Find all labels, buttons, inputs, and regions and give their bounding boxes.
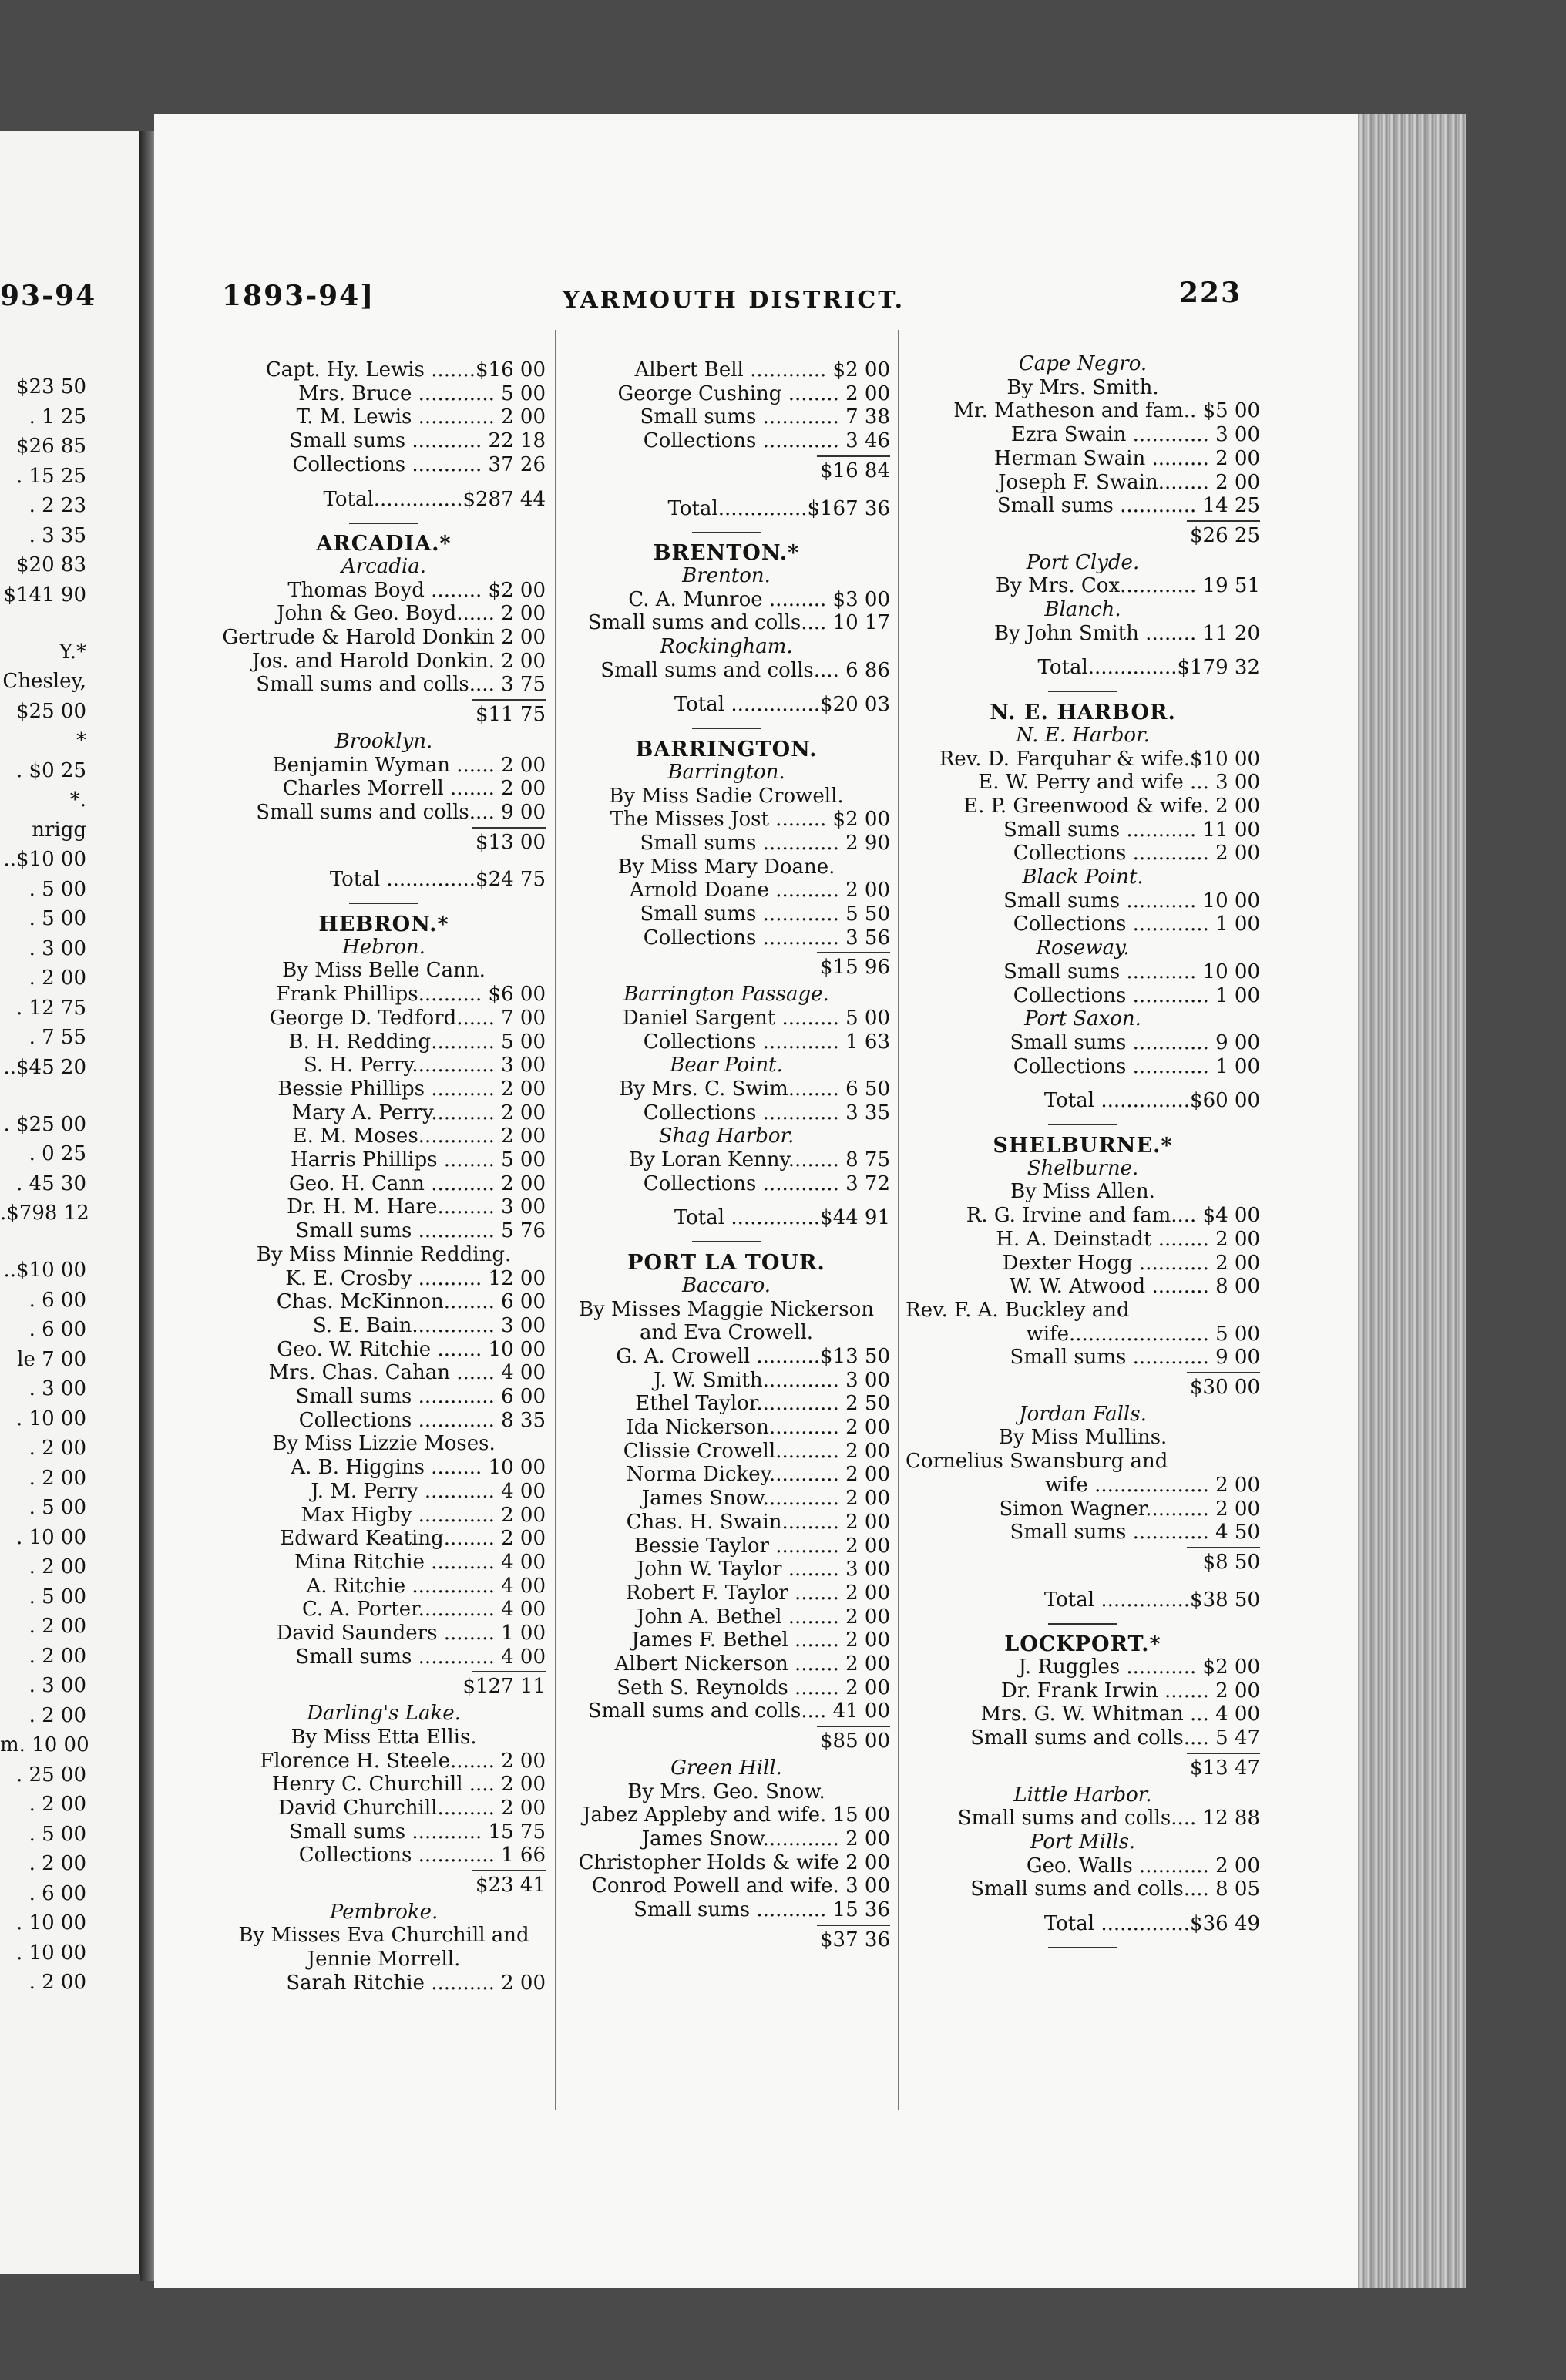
ledger-entry: Small sums ............ 7 38 — [640, 405, 890, 429]
locality-subheading: Pembroke. — [329, 1900, 439, 1924]
previous-page-line: .$798 12 — [0, 1202, 89, 1225]
previous-page-line: *. — [69, 788, 86, 812]
ledger-entry: Chas. H. Swain......... 2 00 — [626, 1510, 890, 1534]
subtotal: $127 11 — [462, 1675, 546, 1699]
previous-page-line: . 2 23 — [29, 494, 86, 517]
ledger-entry: Dr. Frank Irwin ....... 2 00 — [1001, 1679, 1260, 1703]
previous-page-line: $20 83 — [16, 553, 86, 577]
locality-subheading: Shelburne. — [1027, 1156, 1139, 1180]
ledger-entry: Collections ............ 2 00 — [1013, 842, 1260, 866]
ledger-entry: David Churchill......... 2 00 — [278, 1796, 546, 1820]
ledger-entry: James Snow............ 2 00 — [641, 1487, 890, 1511]
ledger-entry: Small sums ............ 9 00 — [1010, 1346, 1260, 1370]
subtotal-rule — [817, 1726, 890, 1727]
ledger-entry: Small sums and colls.... 8 05 — [970, 1877, 1260, 1901]
ledger-entry: Small sums ........... 15 36 — [633, 1898, 890, 1921]
previous-page-line: . 12 75 — [16, 996, 86, 1020]
subtotal: $15 96 — [820, 956, 890, 980]
ledger-entry: wife .................. 2 00 — [1045, 1473, 1260, 1497]
ledger-entry: Small sums ............ 5 50 — [640, 903, 890, 926]
ledger-entry: Mary A. Perry.......... 2 00 — [291, 1101, 546, 1124]
ledger-entry: George D. Tedford...... 7 00 — [269, 1006, 546, 1030]
previous-page-line: . 3 00 — [29, 936, 86, 960]
ledger-entry: Thomas Boyd ........ $2 00 — [287, 578, 546, 602]
ledger-entry: R. G. Irvine and fam.... $4 00 — [966, 1204, 1260, 1228]
locality-subheading: Hebron. — [342, 935, 425, 959]
ledger-entry: Chas. McKinnon........ 6 00 — [276, 1290, 546, 1314]
ledger-entry: Henry C. Churchill .... 2 00 — [271, 1773, 546, 1797]
previous-page-line: . 2 00 — [29, 966, 86, 990]
ledger-entry: A. B. Higgins ........ 10 00 — [291, 1456, 546, 1480]
collector-line: By Misses Eva Churchill and — [238, 1924, 529, 1948]
ledger-entry: Small sums ............ 4 00 — [295, 1645, 546, 1669]
ledger-entry: Collections ............ 3 72 — [643, 1172, 890, 1195]
ledger-entry: By Mrs. C. Swim........ 6 50 — [619, 1077, 890, 1101]
ledger-entry: S. H. Perry............. 3 00 — [303, 1054, 546, 1077]
ledger-entry: Small sums and colls.... 3 75 — [256, 673, 546, 697]
collector-line: By Miss Mary Doane. — [617, 855, 835, 879]
previous-page-line: ..$10 00 — [3, 848, 86, 871]
ledger-entry: J. W. Smith............ 3 00 — [654, 1368, 890, 1392]
previous-page-line: . 6 00 — [29, 1288, 86, 1312]
previous-page-line: . 2 00 — [29, 1852, 86, 1875]
previous-page-line: . $25 00 — [3, 1112, 86, 1136]
ledger-entry: Albert Bell ............ $2 00 — [634, 358, 890, 382]
locality-subheading: Barrington Passage. — [623, 983, 829, 1007]
previous-page-line: . 1 25 — [29, 405, 86, 429]
ledger-entry: By John Smith ........ 11 20 — [994, 621, 1260, 645]
ledger-entry: Frank Phillips.......... $6 00 — [276, 983, 546, 1007]
ledger-entry: E. P. Greenwood & wife. 2 00 — [963, 794, 1260, 818]
page-title: YARMOUTH DISTRICT. — [563, 287, 906, 314]
locality-subheading: Shag Harbor. — [658, 1124, 795, 1148]
locality-subheading: Little Harbor. — [1013, 1783, 1152, 1807]
ledger-entry: Small sums and colls.... 6 86 — [600, 658, 890, 682]
ledger-entry: Collections ............ 1 00 — [1013, 1054, 1260, 1078]
previous-page-line: . 6 00 — [29, 1881, 86, 1905]
ledger-entry: James Snow............ 2 00 — [641, 1827, 890, 1851]
collector-line: Jennie Morrell. — [307, 1948, 461, 1972]
ledger-entry: Small sums and colls.... 9 00 — [256, 800, 546, 824]
subtotal-rule — [817, 455, 890, 457]
ledger-entry: Collections ............ 3 46 — [643, 429, 890, 453]
subtotal-rule — [1187, 1372, 1260, 1373]
ledger-entry: T. M. Lewis ............ 2 00 — [296, 405, 546, 429]
ledger-entry: Small sums and colls.... 12 88 — [957, 1807, 1260, 1830]
ledger-entry: Sarah Ritchie .......... 2 00 — [286, 1971, 546, 1995]
ledger-entry: Seth S. Reynolds ....... 2 00 — [617, 1676, 890, 1699]
subtotal-rule — [1187, 520, 1260, 522]
previous-page-line: . 5 00 — [29, 877, 86, 901]
locality-subheading: Roseway. — [1036, 936, 1130, 960]
previous-page-line: $23 50 — [16, 375, 86, 398]
ledger-entry: Small sums and colls.... 10 17 — [587, 611, 890, 635]
circuit-total: Total..............$167 36 — [667, 496, 890, 520]
subtotal: $13 00 — [476, 830, 546, 854]
ledger-entry: Small sums ............ 9 00 — [1010, 1030, 1260, 1054]
circuit-total: Total ..............$44 91 — [674, 1206, 890, 1230]
ledger-entry: A. Ritchie ............. 4 00 — [306, 1574, 546, 1598]
ledger-entry: Jos. and Harold Donkin. 2 00 — [251, 649, 546, 673]
ledger-entry: Florence H. Steele....... 2 00 — [260, 1749, 546, 1773]
ledger-entry: C. A. Munroe ......... $3 00 — [628, 587, 890, 611]
ledger-entry: Clissie Crowell.......... 2 00 — [623, 1439, 890, 1463]
ledger-entry: Arnold Doane .......... 2 00 — [629, 879, 890, 903]
ledger-entry: K. E. Crosby .......... 12 00 — [285, 1266, 546, 1290]
collector-line: By Mrs. Smith. — [1006, 375, 1159, 399]
subtotal: $85 00 — [820, 1730, 890, 1753]
ledger-entry: Rev. F. A. Buckley and — [906, 1298, 1130, 1322]
subtotal: $8 50 — [1202, 1550, 1260, 1574]
ledger-entry: Norma Dickey........... 2 00 — [626, 1463, 890, 1487]
collector-line: By Miss Lizzie Moses. — [272, 1432, 496, 1456]
total-rule — [692, 728, 761, 729]
previous-page-line: . 5 00 — [29, 907, 86, 930]
ledger-entry: James F. Bethel ....... 2 00 — [631, 1629, 890, 1652]
subtotal: $30 00 — [1190, 1376, 1260, 1399]
subtotal: $26 25 — [1190, 523, 1260, 547]
ledger-entry: Geo. Walls ........... 2 00 — [1026, 1854, 1260, 1877]
ledger-entry: Robert F. Taylor ....... 2 00 — [625, 1581, 890, 1605]
ledger-entry: Daniel Sargent ......... 5 00 — [622, 1006, 890, 1030]
previous-page-line: . 2 00 — [29, 1466, 86, 1490]
previous-page-line: . 3 35 — [29, 523, 86, 547]
ledger-entry: Small sums ............ 4 50 — [1010, 1521, 1260, 1545]
ledger-entry: Small sums ............ 5 76 — [295, 1219, 546, 1243]
previous-page-line: . 3 00 — [29, 1674, 86, 1697]
ledger-entry: John A. Bethel ........ 2 00 — [636, 1605, 890, 1629]
ledger-entry: Collections ............ 3 35 — [643, 1101, 890, 1124]
ledger-entry: Dr. H. M. Hare......... 3 00 — [287, 1195, 546, 1219]
locality-subheading: Port Clyde. — [1026, 550, 1140, 574]
ledger-entry: Bessie Taylor .......... 2 00 — [633, 1534, 890, 1558]
ledger-entry: Mrs. Chas. Cahan ...... 4 00 — [268, 1361, 546, 1385]
previous-page-line: . 2 00 — [29, 1703, 86, 1727]
ledger-entry: The Misses Jost ........ $2 00 — [610, 808, 890, 832]
previous-page-line: $25 00 — [16, 699, 86, 723]
column-divider-1 — [555, 330, 556, 2110]
previous-page-line: ..$10 00 — [3, 1259, 86, 1282]
ledger-entry: G. A. Crowell ..........$13 50 — [616, 1344, 890, 1368]
ledger-entry: Small sums ........... 11 00 — [1003, 818, 1260, 842]
subtotal: $23 41 — [476, 1874, 546, 1897]
ledger-entry: Dexter Hogg ........... 2 00 — [1002, 1251, 1260, 1275]
ledger-entry: Small sums ............ 14 25 — [996, 494, 1260, 518]
total-rule — [1048, 1623, 1117, 1625]
previous-page-line: . 10 00 — [16, 1525, 86, 1549]
previous-page-line: m. 10 00 — [0, 1733, 89, 1756]
ledger-entry: Collections ............ 1 63 — [643, 1030, 890, 1054]
ledger-entry: Jabez Appleby and wife. 15 00 — [583, 1803, 890, 1827]
locality-subheading: Cape Negro. — [1018, 352, 1148, 375]
ledger-entry: Small sums and colls.... 41 00 — [587, 1699, 890, 1723]
total-rule — [692, 1241, 761, 1242]
previous-page-line: Y.* — [59, 640, 86, 664]
collector-line: By Miss Etta Ellis. — [291, 1725, 477, 1749]
previous-page-line: . 2 00 — [29, 1971, 86, 1994]
locality-subheading: Black Point. — [1022, 866, 1144, 889]
ledger-entry: By Mrs. Cox............ 19 51 — [995, 574, 1260, 598]
page-number: 223 — [1179, 277, 1242, 309]
circuit-heading: SHELBURNE.* — [993, 1134, 1173, 1158]
subtotal-rule — [1187, 1547, 1260, 1548]
locality-subheading: Port Mills. — [1030, 1830, 1136, 1854]
previous-page-line: . 2 00 — [29, 1644, 86, 1668]
ledger-entry: Small sums ............ 2 90 — [640, 831, 890, 855]
total-rule — [692, 532, 761, 533]
ledger-entry: wife...................... 5 00 — [1026, 1322, 1260, 1346]
column-divider-2 — [898, 330, 899, 2110]
collector-line: and Eva Crowell. — [639, 1321, 814, 1345]
ledger-entry: Mr. Matheson and fam.. $5 00 — [953, 399, 1260, 423]
ledger-entry: Edward Keating........ 2 00 — [280, 1527, 546, 1551]
previous-page-line: . 3 00 — [29, 1377, 86, 1400]
previous-page-line: . $0 25 — [16, 758, 86, 782]
ledger-entry: Charles Morrell ....... 2 00 — [282, 777, 546, 801]
ledger-entry: David Saunders ........ 1 00 — [276, 1622, 546, 1645]
previous-page-line: . 5 00 — [29, 1496, 86, 1519]
collector-line: By Mrs. Geo. Snow. — [627, 1780, 825, 1803]
previous-page-line: . 7 55 — [29, 1026, 86, 1049]
locality-subheading: Bear Point. — [670, 1054, 783, 1077]
ledger-entry: Small sums ........... 22 18 — [289, 429, 546, 453]
previous-page-line: ..$45 20 — [3, 1055, 86, 1079]
circuit-heading: LOCKPORT.* — [1004, 1632, 1161, 1657]
total-rule — [1048, 691, 1117, 692]
previous-page-line: . 2 00 — [29, 1437, 86, 1460]
locality-subheading: Baccaro. — [681, 1273, 771, 1297]
ledger-entry: J. M. Perry ........... 4 00 — [311, 1479, 546, 1503]
previous-page-line: . 10 00 — [16, 1941, 86, 1965]
ledger-entry: Mina Ritchie .......... 4 00 — [294, 1550, 546, 1574]
circuit-total: Total..............$287 44 — [323, 487, 546, 511]
previous-page-line: * — [76, 729, 86, 752]
ledger-entry: Cornelius Swansburg and — [906, 1450, 1168, 1474]
ledger-entry: John & Geo. Boyd...... 2 00 — [277, 602, 546, 626]
ledger-entry: Rev. D. Farquhar & wife.$10 00 — [939, 747, 1260, 771]
circuit-heading: ARCADIA.* — [316, 532, 452, 556]
previous-page-line: . 10 00 — [16, 1911, 86, 1935]
page-223 — [154, 114, 1364, 2288]
locality-subheading: N. E. Harbor. — [1016, 723, 1150, 747]
ledger-entry: Ethel Taylor............. 2 50 — [635, 1392, 890, 1416]
collector-line: By Miss Allen. — [1010, 1180, 1155, 1204]
collector-line: By Miss Sadie Crowell. — [609, 784, 844, 808]
locality-subheading: Rockingham. — [660, 635, 793, 658]
total-rule — [1048, 1124, 1117, 1125]
ledger-entry: Simon Wagner.......... 2 00 — [999, 1497, 1260, 1521]
previous-page-line: $141 90 — [3, 583, 86, 607]
ledger-entry: Geo. W. Ritchie ....... 10 00 — [277, 1337, 546, 1361]
ledger-entry: W. W. Atwood ......... 8 00 — [1009, 1275, 1260, 1299]
ledger-entry: Max Higby ............ 2 00 — [301, 1503, 546, 1527]
locality-subheading: Arcadia. — [341, 554, 426, 578]
circuit-heading: HEBRON.* — [318, 913, 449, 936]
previous-page-line: . 10 00 — [16, 1407, 86, 1430]
subtotal: $11 75 — [476, 703, 546, 727]
ledger-entry: H. A. Deinstadt ........ 2 00 — [996, 1227, 1260, 1251]
previous-page-header: 93-94 — [0, 280, 97, 312]
ledger-entry: Albert Nickerson ....... 2 00 — [614, 1652, 890, 1676]
ledger-entry: S. E. Bain............. 3 00 — [312, 1313, 546, 1337]
ledger-entry: Collections ............ 8 35 — [298, 1408, 546, 1432]
previous-page-line: . 0 25 — [29, 1142, 86, 1165]
circuit-total: Total..............$179 32 — [1037, 656, 1260, 680]
subtotal-rule — [472, 699, 546, 701]
previous-page-line: . 5 00 — [29, 1822, 86, 1846]
subtotal-rule — [472, 1870, 546, 1871]
ledger-entry: C. A. Porter............ 4 00 — [301, 1598, 546, 1622]
ledger-entry: Christopher Holds & wife 2 00 — [578, 1851, 890, 1874]
running-head-left: 1893-94] — [222, 280, 375, 312]
subtotal: $13 47 — [1190, 1756, 1260, 1780]
page-stack-edge — [1358, 114, 1466, 2288]
locality-subheading: Brooklyn. — [334, 729, 433, 753]
ledger-entry: Ida Nickerson........... 2 00 — [626, 1416, 890, 1439]
locality-subheading: Jordan Falls. — [1019, 1402, 1147, 1426]
collector-line: By Miss Mullins. — [998, 1426, 1168, 1450]
ledger-entry: Herman Swain ......... 2 00 — [993, 446, 1260, 470]
circuit-heading: BRENTON.* — [653, 541, 800, 566]
locality-subheading: Blanch. — [1044, 598, 1121, 621]
previous-page-line: nrigg — [32, 818, 86, 842]
subtotal-rule — [817, 1925, 890, 1926]
ledger-entry: Harris Phillips ........ 5 00 — [291, 1148, 546, 1172]
circuit-total: Total ..............$60 00 — [1043, 1089, 1260, 1113]
ledger-entry: E. M. Moses............ 2 00 — [292, 1124, 546, 1148]
ledger-entry: Conrod Powell and wife. 3 00 — [591, 1874, 890, 1898]
ledger-entry: Small sums ........... 10 00 — [1003, 889, 1260, 913]
locality-subheading: Barrington. — [667, 760, 785, 784]
ledger-entry: John W. Taylor ........ 3 00 — [637, 1558, 890, 1582]
subtotal-rule — [472, 827, 546, 829]
ledger-entry: Small sums ............ 6 00 — [295, 1385, 546, 1408]
ledger-entry: Geo. H. Cann .......... 2 00 — [288, 1172, 546, 1195]
locality-subheading: Brenton. — [682, 563, 771, 587]
ledger-entry: B. H. Redding.......... 5 00 — [288, 1030, 546, 1054]
circuit-total: Total ..............$38 50 — [1043, 1588, 1260, 1612]
total-rule — [349, 523, 418, 524]
locality-subheading: Darling's Lake. — [307, 1702, 461, 1726]
previous-page-line: . 2 00 — [29, 1615, 86, 1638]
ledger-entry: By Loran Kenny........ 8 75 — [628, 1148, 890, 1172]
ledger-entry: Joseph F. Swain........ 2 00 — [998, 470, 1260, 494]
previous-page-line: . 15 25 — [16, 464, 86, 488]
circuit-total: Total ..............$20 03 — [674, 693, 890, 717]
ledger-entry: Gertrude & Harold Donkin 2 00 — [222, 626, 546, 649]
ledger-entry: J. Ruggles ........... $2 00 — [1018, 1656, 1260, 1679]
ledger-entry: Collections ............ 1 66 — [298, 1844, 546, 1867]
ledger-entry: Collections ........... 37 26 — [292, 452, 546, 476]
ledger-entry: E. W. Perry and wife ... 3 00 — [978, 771, 1260, 795]
ledger-entry: George Cushing ........ 2 00 — [617, 382, 890, 405]
locality-subheading: Green Hill. — [670, 1756, 782, 1780]
previous-page-line: . 2 00 — [29, 1555, 86, 1578]
total-rule — [1048, 1947, 1117, 1948]
ledger-entry: Mrs. Bruce ............ 5 00 — [298, 382, 546, 405]
previous-page-line: le 7 00 — [17, 1347, 86, 1371]
ledger-entry: Small sums ........... 10 00 — [1003, 960, 1260, 983]
previous-page-line: . 25 00 — [16, 1763, 86, 1787]
ledger-entry: Mrs. G. W. Whitman ... 4 00 — [980, 1703, 1260, 1726]
ledger-entry: Collections ............ 1 00 — [1013, 913, 1260, 936]
ledger-entry: Bessie Phillips .......... 2 00 — [277, 1077, 546, 1101]
circuit-total: Total ..............$36 49 — [1043, 1912, 1260, 1935]
circuit-heading: BARRINGTON. — [635, 738, 818, 762]
collector-line: By Miss Minnie Redding. — [256, 1242, 512, 1266]
circuit-heading: N. E. HARBOR. — [990, 701, 1176, 725]
locality-subheading: Port Saxon. — [1024, 1007, 1141, 1031]
previous-page-line: . 5 00 — [29, 1585, 86, 1609]
previous-page-fragment — [0, 131, 142, 2274]
circuit-heading: PORT LA TOUR. — [627, 1251, 825, 1276]
subtotal: $16 84 — [820, 459, 890, 482]
collector-line: By Misses Maggie Nickerson — [579, 1297, 874, 1321]
ledger-entry: Collections ............ 3 56 — [643, 926, 890, 950]
previous-page-line: . 6 00 — [29, 1318, 86, 1341]
ledger-entry: Ezra Swain ............ 3 00 — [1010, 423, 1260, 447]
ledger-entry: Benjamin Wyman ...... 2 00 — [272, 753, 546, 777]
subtotal-rule — [817, 952, 890, 953]
subtotal-rule — [472, 1671, 546, 1672]
previous-page-line: Chesley, — [2, 670, 86, 693]
ledger-entry: Small sums and colls.... 5 47 — [970, 1726, 1260, 1750]
circuit-total: Total ..............$24 75 — [329, 868, 546, 892]
previous-page-line: $26 85 — [16, 435, 86, 458]
total-rule — [349, 903, 418, 904]
collector-line: By Miss Belle Cann. — [282, 959, 486, 983]
ledger-entry: Capt. Hy. Lewis .......$16 00 — [265, 358, 546, 382]
ledger-entry: Small sums ........... 15 75 — [289, 1820, 546, 1844]
previous-page-line: . 2 00 — [29, 1793, 86, 1816]
subtotal: $37 36 — [820, 1928, 890, 1951]
subtotal-rule — [1187, 1753, 1260, 1754]
previous-page-line: . 45 30 — [16, 1172, 86, 1195]
ledger-entry: Collections ............ 1 00 — [1013, 983, 1260, 1007]
